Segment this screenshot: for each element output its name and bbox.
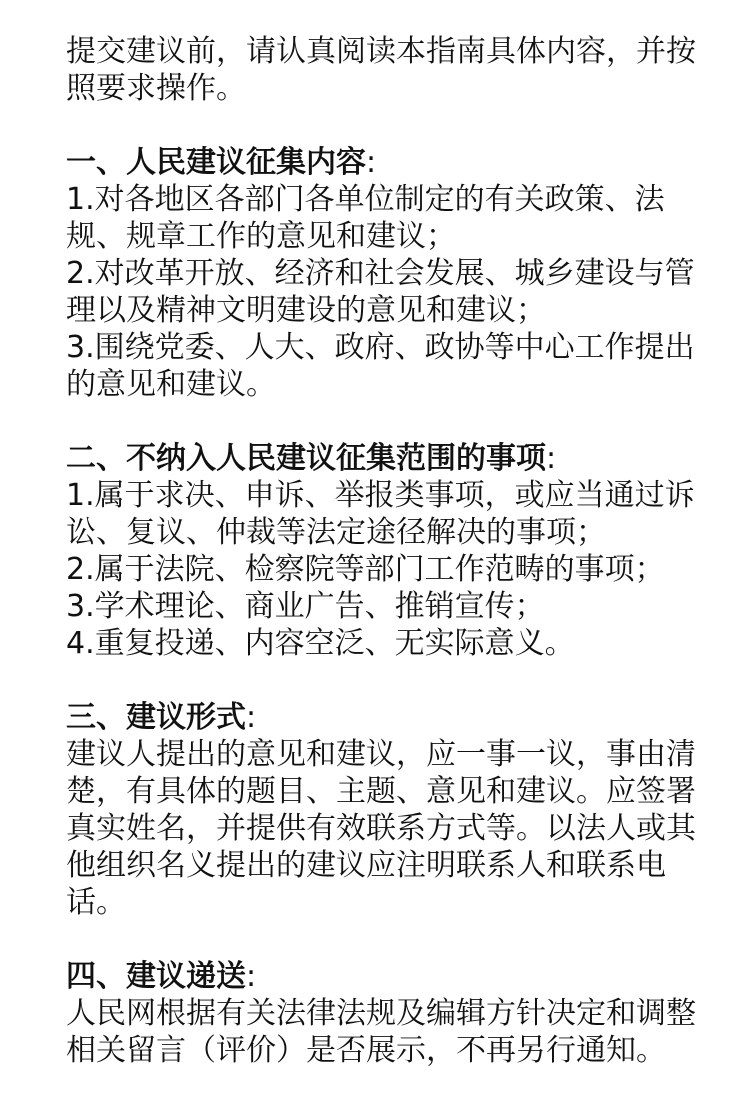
section-suggestion-delivery bbox=[66, 958, 706, 1069]
list-item: 3.围绕党委、人大、政府、政协等中心工作提出的意见和建议。 bbox=[66, 330, 695, 402]
list-item: 4.重复投递、内容空泛、无实际意义。 bbox=[66, 626, 575, 661]
section-suggestion-form bbox=[66, 699, 706, 921]
section-title-colon: : bbox=[366, 145, 377, 180]
section-title-text: 一、人民建议征集内容 bbox=[66, 145, 366, 180]
section-collection-content bbox=[66, 144, 706, 403]
list-item: 3.学术理论、商业广告、推销宣传； bbox=[66, 589, 545, 624]
list-item: 2.属于法院、检察院等部门工作范畴的事项； bbox=[66, 552, 665, 587]
guide-document bbox=[66, 33, 706, 1069]
section-title bbox=[66, 958, 706, 995]
section-title-text: 二、不纳入人民建议征集范围的事项 bbox=[66, 441, 546, 476]
section-excluded-matters bbox=[66, 440, 706, 662]
section-title-colon: : bbox=[546, 441, 557, 476]
section-title-colon: : bbox=[246, 959, 257, 994]
section-title-text: 三、建议形式 bbox=[66, 700, 246, 735]
intro-paragraph: 提交建议前，请认真阅读本指南具体内容，并按照要求操作。 bbox=[66, 34, 696, 106]
section-title bbox=[66, 440, 706, 477]
list-item: 1.属于求决、申诉、举报类事项，或应当通过诉讼、复议、仲裁等法定途径解决的事项； bbox=[66, 478, 695, 550]
section-title bbox=[66, 144, 706, 181]
section-title-text: 四、建议递送 bbox=[66, 959, 246, 994]
list-item: 2.对改革开放、经济和社会发展、城乡建设与管理以及精神文明建设的意见和建议； bbox=[66, 256, 695, 328]
section-paragraph: 人民网根据有关法律法规及编辑方针决定和调整相关留言（评价）是否展示，不再另行通知。 bbox=[66, 996, 696, 1068]
list-item: 1.对各地区各部门各单位制定的有关政策、法规、规章工作的意见和建议； bbox=[66, 182, 665, 254]
section-title-colon: : bbox=[246, 700, 257, 735]
section-paragraph: 建议人提出的意见和建议，应一事一议，事由清楚，有具体的题目、主题、意见和建议。应签署真实姓名，并提供有效联系方式等。以法人或其他组织名义提出的建议应注明联系人和联系电话。 bbox=[66, 737, 696, 920]
section-title bbox=[66, 699, 706, 736]
